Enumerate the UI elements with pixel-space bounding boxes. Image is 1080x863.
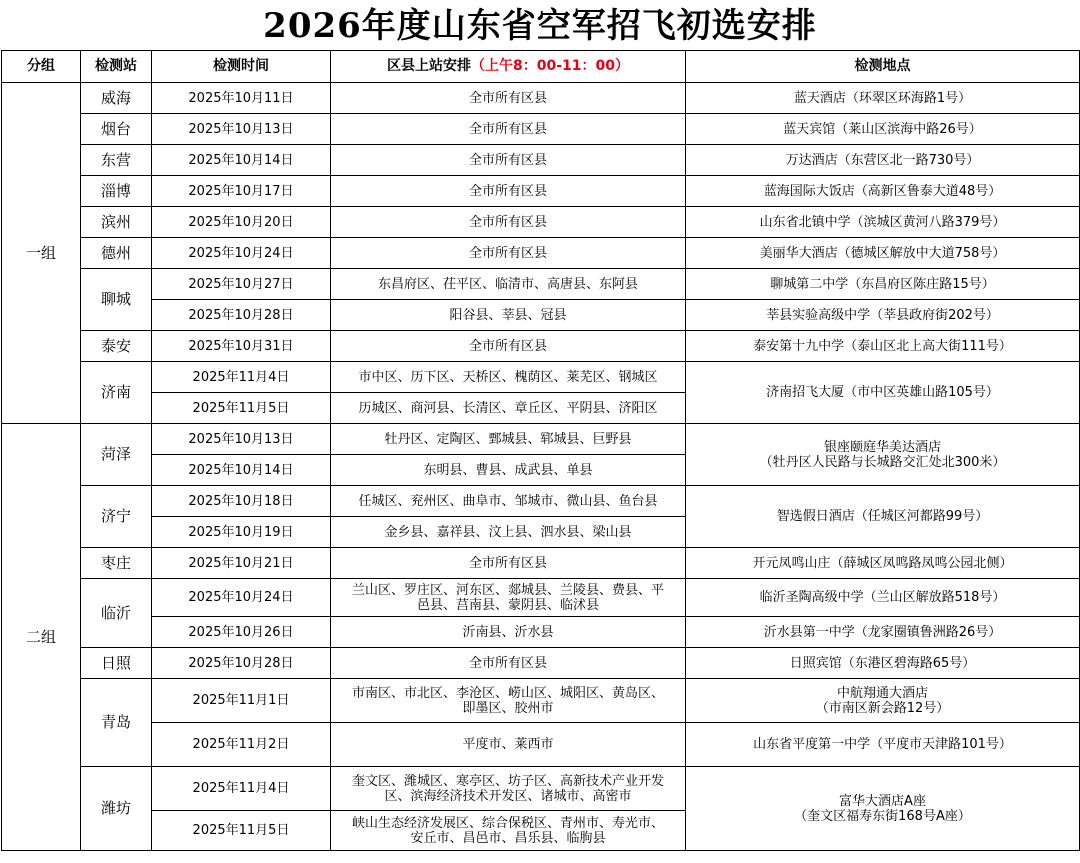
date-cell: 2025年10月20日	[152, 207, 331, 238]
table-row	[2, 767, 1080, 811]
table-row	[2, 300, 1080, 331]
station-cell: 菏泽	[81, 424, 152, 486]
counties-cell: 全市所有区县	[331, 548, 686, 579]
counties-cell: 历城区、商河县、长清区、章丘区、平阴县、济阳区	[331, 393, 686, 424]
table-row	[2, 548, 1080, 579]
table-header-row	[2, 51, 1080, 83]
date-cell: 2025年10月27日	[152, 269, 331, 300]
header-date: 检测时间	[152, 51, 331, 83]
date-cell: 2025年10月24日	[152, 238, 331, 269]
group-label-2: 二组	[2, 424, 81, 851]
date-cell: 2025年11月4日	[152, 362, 331, 393]
location-line: 富华大酒店A座	[839, 793, 926, 809]
counties-cell: 牡丹区、定陶区、鄄城县、郓城县、巨野县	[331, 424, 686, 455]
date-cell: 2025年10月14日	[152, 455, 331, 486]
location-line: 银座颐庭华美达酒店	[823, 439, 941, 455]
location-cell	[686, 424, 1080, 486]
location-line: （市南区新会路12号）	[815, 700, 950, 716]
location-line: （奎文区福寿东街168号A座）	[794, 808, 971, 824]
header-counties	[331, 51, 686, 83]
counties-line: 安丘市、昌邑市、昌乐县、临朐县	[410, 830, 606, 846]
counties-cell: 东昌府区、茌平区、临清市、高唐县、东阿县	[331, 269, 686, 300]
table-row	[2, 679, 1080, 723]
station-cell: 德州	[81, 238, 152, 269]
date-cell: 2025年10月21日	[152, 548, 331, 579]
date-cell: 2025年10月28日	[152, 300, 331, 331]
counties-line: 市南区、市北区、李沧区、崂山区、城阳区、黄岛区、	[351, 685, 664, 701]
table-row	[2, 424, 1080, 455]
location-cell	[686, 679, 1080, 723]
counties-cell: 平度市、莱西市	[331, 723, 686, 767]
location-cell: 临沂圣陶高级中学（兰山区解放路518号）	[686, 579, 1080, 617]
location-cell: 山东省北镇中学（滨城区黄河八路379号）	[686, 207, 1080, 238]
group-label-1: 一组	[2, 83, 81, 424]
station-cell: 东营	[81, 145, 152, 176]
date-cell: 2025年11月4日	[152, 767, 331, 811]
header-group: 分组	[2, 51, 81, 83]
station-cell: 临沂	[81, 579, 152, 648]
counties-cell: 全市所有区县	[331, 331, 686, 362]
table-row	[2, 114, 1080, 145]
location-cell	[686, 767, 1080, 851]
page-title: 2026年度山东省空军招飞初选安排	[263, 6, 817, 46]
station-cell: 聊城	[81, 269, 152, 331]
date-cell: 2025年11月2日	[152, 723, 331, 767]
date-cell: 2025年11月1日	[152, 679, 331, 723]
date-cell: 2025年11月5日	[152, 393, 331, 424]
table-row	[2, 648, 1080, 679]
counties-cell: 全市所有区县	[331, 207, 686, 238]
table-row	[2, 331, 1080, 362]
location-line: （牡丹区人民路与长城路交汇处北300米）	[759, 454, 1006, 470]
table-row	[2, 176, 1080, 207]
location-cell: 山东省平度第一中学（平度市天津路101号）	[686, 723, 1080, 767]
station-cell: 威海	[81, 83, 152, 114]
date-cell: 2025年10月31日	[152, 331, 331, 362]
date-cell: 2025年10月17日	[152, 176, 331, 207]
counties-cell	[331, 679, 686, 723]
date-cell: 2025年10月26日	[152, 617, 331, 648]
counties-cell	[331, 767, 686, 811]
table-row	[2, 486, 1080, 517]
counties-cell	[331, 579, 686, 617]
location-cell: 蓝海国际大饭店（高新区鲁泰大道48号）	[686, 176, 1080, 207]
location-cell: 万达酒店（东营区北一路730号）	[686, 145, 1080, 176]
counties-cell: 全市所有区县	[331, 83, 686, 114]
station-cell: 日照	[81, 648, 152, 679]
date-cell: 2025年10月11日	[152, 83, 331, 114]
date-cell: 2025年10月24日	[152, 579, 331, 617]
table-row	[2, 83, 1080, 114]
counties-cell: 全市所有区县	[331, 114, 686, 145]
date-cell: 2025年10月28日	[152, 648, 331, 679]
date-cell: 2025年10月18日	[152, 486, 331, 517]
schedule-table	[1, 50, 1080, 851]
table-row	[2, 362, 1080, 393]
table-row	[2, 723, 1080, 767]
date-cell: 2025年10月13日	[152, 114, 331, 145]
counties-line: 邑县、莒南县、蒙阴县、临沭县	[416, 597, 599, 613]
counties-cell: 全市所有区县	[331, 145, 686, 176]
station-cell: 青岛	[81, 679, 152, 767]
station-cell: 济宁	[81, 486, 152, 548]
station-cell: 淄博	[81, 176, 152, 207]
table-row	[2, 238, 1080, 269]
counties-line: 即墨区、胶州市	[462, 700, 554, 716]
location-line: 中航翔通大酒店	[836, 685, 928, 701]
location-cell: 蓝天酒店（环翠区环海路1号）	[686, 83, 1080, 114]
date-cell: 2025年10月13日	[152, 424, 331, 455]
station-cell: 济南	[81, 362, 152, 424]
header-counties-time: （上午8：00-11：00）	[471, 58, 629, 74]
table-row	[2, 207, 1080, 238]
counties-cell: 全市所有区县	[331, 238, 686, 269]
counties-line: 兰山区、罗庄区、河东区、郯城县、兰陵县、费县、平	[351, 582, 664, 598]
station-cell: 潍坊	[81, 767, 152, 851]
table-row	[2, 579, 1080, 617]
table-row	[2, 617, 1080, 648]
table-row	[2, 269, 1080, 300]
location-cell: 蓝天宾馆（莱山区滨海中路26号）	[686, 114, 1080, 145]
date-cell: 2025年11月5日	[152, 811, 331, 851]
location-cell: 日照宾馆（东港区碧海路65号）	[686, 648, 1080, 679]
counties-cell: 全市所有区县	[331, 648, 686, 679]
counties-cell: 东明县、曹县、成武县、单县	[331, 455, 686, 486]
location-cell: 沂水县第一中学（龙家圈镇鲁洲路26号）	[686, 617, 1080, 648]
station-cell: 泰安	[81, 331, 152, 362]
header-location: 检测地点	[686, 51, 1080, 83]
counties-line: 区、滨海经济技术开发区、诸城市、高密市	[384, 788, 632, 804]
location-cell: 济南招飞大厦（市中区英雄山路105号）	[686, 362, 1080, 424]
counties-cell: 任城区、兖州区、曲阜市、邹城市、微山县、鱼台县	[331, 486, 686, 517]
date-cell: 2025年10月14日	[152, 145, 331, 176]
location-cell: 智选假日酒店（任城区河都路99号）	[686, 486, 1080, 548]
counties-line: 峡山生态经济发展区、综合保税区、青州市、寿光市、	[351, 815, 664, 831]
counties-line: 奎文区、潍城区、寒亭区、坊子区、高新技术产业开发	[351, 773, 664, 789]
header-counties-label: 区县上站安排	[387, 58, 471, 74]
location-cell: 开元凤鸣山庄（薛城区凤鸣路凤鸣公园北侧）	[686, 548, 1080, 579]
station-cell: 烟台	[81, 114, 152, 145]
station-cell: 枣庄	[81, 548, 152, 579]
location-cell: 美丽华大酒店（德城区解放中大道758号）	[686, 238, 1080, 269]
location-cell: 莘县实验高级中学（莘县政府街202号）	[686, 300, 1080, 331]
table-row	[2, 145, 1080, 176]
counties-cell	[331, 811, 686, 851]
header-station: 检测站	[81, 51, 152, 83]
counties-cell: 金乡县、嘉祥县、汶上县、泗水县、梁山县	[331, 517, 686, 548]
location-cell: 聊城第二中学（东昌府区陈庄路15号）	[686, 269, 1080, 300]
counties-cell: 沂南县、沂水县	[331, 617, 686, 648]
date-cell: 2025年10月19日	[152, 517, 331, 548]
counties-cell: 全市所有区县	[331, 176, 686, 207]
counties-cell: 阳谷县、莘县、冠县	[331, 300, 686, 331]
station-cell: 滨州	[81, 207, 152, 238]
location-cell: 泰安第十九中学（泰山区北上高大街111号）	[686, 331, 1080, 362]
counties-cell: 市中区、历下区、天桥区、槐荫区、莱芜区、钢城区	[331, 362, 686, 393]
